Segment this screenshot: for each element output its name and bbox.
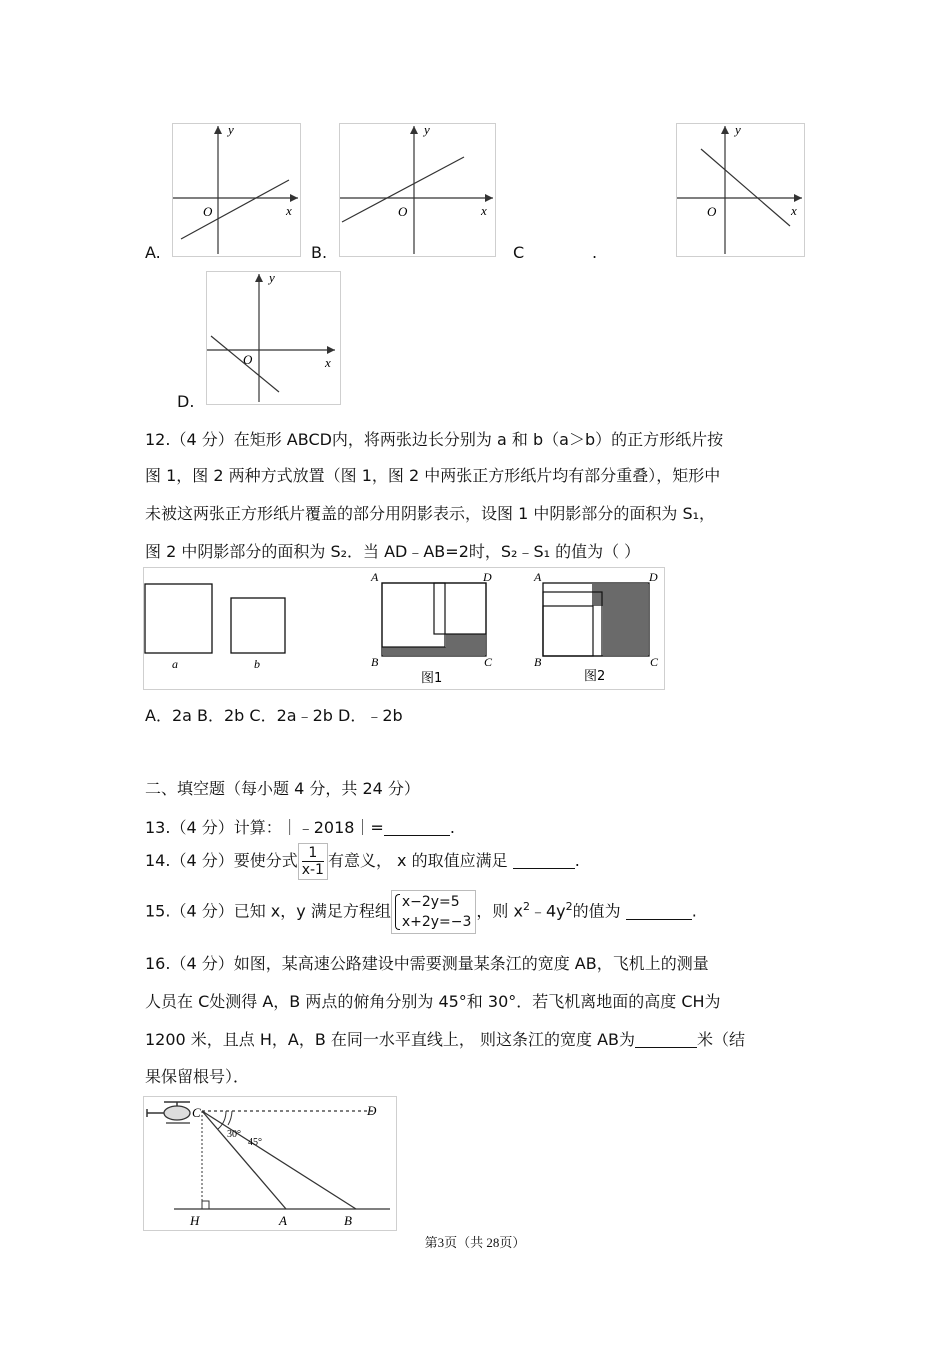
q16-label-c: C bbox=[192, 1105, 201, 1120]
fig2-caption: 图2 bbox=[584, 669, 606, 684]
q12-line-3: 未被这两张正方形纸片覆盖的部分用阴影表示，设图 1 中阴影部分的面积为 S₁， bbox=[145, 504, 716, 523]
fig1-caption: 图1 bbox=[421, 671, 443, 686]
q15-sup1: 2 bbox=[522, 900, 530, 914]
graph-a-x-label: x bbox=[286, 203, 292, 218]
q16-line-2: 人员在 C处测得 A，B 两点的俯角分别为 45°和 30°．若飞机离地面的高度 CH为 bbox=[145, 992, 721, 1011]
section-2-title: 二、填空题（每小题 4 分，共 24 分） bbox=[145, 779, 420, 798]
q16-line-3-end: 米（结 bbox=[697, 1030, 746, 1049]
q16-figure bbox=[143, 1096, 397, 1231]
fig1-label-c: C bbox=[484, 655, 493, 669]
q13-answer-blank[interactable] bbox=[384, 819, 450, 836]
graph-a bbox=[172, 123, 301, 257]
q16-line-1: 16.（4 分）如图，某高速公路建设中需要测量某条江的宽度 AB，飞机上的测量 bbox=[145, 954, 709, 973]
q16-figure-svg bbox=[144, 1097, 396, 1230]
q12-line-2: 图 1，图 2 两种方式放置（图 1，图 2 中两张正方形纸片均有部分重叠），矩形中 bbox=[145, 466, 721, 485]
q13-text: 13.（4 分）计算：｜﹣2018｜= bbox=[145, 818, 384, 837]
graph-a-y-label: y bbox=[228, 124, 234, 137]
graph-b-origin-label: O bbox=[398, 204, 408, 219]
fig1-shade-corner bbox=[446, 634, 485, 655]
fig1-label-b: B bbox=[371, 655, 379, 669]
q13-end: . bbox=[449, 818, 455, 837]
option-c-dot: . bbox=[592, 243, 598, 262]
q15-prefix: 15.（4 分）已知 x，y 满足方程组 bbox=[145, 901, 391, 921]
q15-sup2: 2 bbox=[565, 900, 573, 914]
q12-line-4: 图 2 中阴影部分的面积为 S₂．当 AD﹣AB=2时，S₂﹣S₁ 的值为（ ） bbox=[145, 542, 641, 561]
q16-line-4: 果保留根号）． bbox=[145, 1067, 250, 1086]
q16-line-3-text: 1200 米，且点 H，A，B 在同一水平直线上， 则这条江的宽度 AB为 bbox=[145, 1030, 636, 1049]
q15-mid2: ﹣4y bbox=[529, 901, 566, 921]
fig2-shade-right bbox=[603, 584, 648, 655]
page-footer: 第3页（共 28页） bbox=[424, 1235, 526, 1250]
q14-denominator: x-1 bbox=[301, 862, 324, 878]
q16-label-d: D bbox=[367, 1103, 377, 1118]
graph-c bbox=[676, 123, 805, 257]
q14-answer-blank[interactable] bbox=[513, 852, 575, 869]
q12-answers: A．2a B．2b C．2a﹣2b D．﹣2b bbox=[145, 706, 403, 725]
q16-label-h: H bbox=[190, 1213, 200, 1228]
graph-c-x-label: x bbox=[791, 203, 797, 218]
q16-answer-blank[interactable] bbox=[635, 1031, 697, 1048]
square-b bbox=[231, 598, 285, 653]
graph-d-svg bbox=[207, 272, 340, 404]
option-a-label: A. bbox=[145, 243, 161, 262]
fig2-label-a: A bbox=[534, 570, 542, 584]
q16-label-b: B bbox=[344, 1213, 352, 1228]
graph-b-x-label: x bbox=[481, 203, 487, 218]
q15 bbox=[145, 890, 697, 934]
option-c-label: C bbox=[513, 243, 525, 262]
q14-numerator: 1 bbox=[302, 845, 324, 862]
q14-prefix: 14.（4 分）要使分式 bbox=[145, 851, 298, 870]
graph-a-svg bbox=[173, 124, 300, 256]
q16-angle-30: 30° bbox=[227, 1129, 241, 1140]
graph-c-svg bbox=[677, 124, 804, 256]
q15-equation-system bbox=[391, 890, 477, 934]
q12-figure-svg bbox=[144, 568, 664, 689]
graph-d-y-label: y bbox=[269, 272, 275, 285]
square-a-label: a bbox=[172, 657, 178, 671]
graph-c-origin-label: O bbox=[707, 204, 717, 219]
graph-b bbox=[339, 123, 496, 257]
fig2-shade-top bbox=[592, 584, 603, 606]
q12-figure bbox=[143, 567, 665, 690]
q15-end: . bbox=[691, 901, 697, 921]
q15-suffix: 的值为 bbox=[572, 901, 621, 921]
q15-eq2: x+2y=−3 bbox=[401, 914, 472, 930]
graph-a-origin-label: O bbox=[203, 204, 213, 219]
option-d-label: D. bbox=[177, 392, 195, 411]
fig2-label-c: C bbox=[650, 655, 659, 669]
fig2-label-d: D bbox=[649, 570, 658, 584]
q15-answer-blank[interactable] bbox=[626, 903, 692, 920]
graph-d bbox=[206, 271, 341, 405]
fig1-label-a: A bbox=[371, 570, 379, 584]
q12-line-1: 12.（4 分）在矩形 ABCD内，将两张边长分别为 a 和 b（a＞b）的正方形纸片按 bbox=[145, 430, 724, 449]
graph-d-origin-label: O bbox=[243, 352, 253, 367]
q15-eq1: x−2y=5 bbox=[401, 894, 460, 910]
q13 bbox=[145, 815, 455, 838]
fig2-label-b: B bbox=[534, 655, 542, 669]
square-b-label: b bbox=[254, 657, 260, 671]
q14-suffix: 有意义， x 的取值应满足 bbox=[327, 851, 508, 870]
graph-d-x-label: x bbox=[325, 355, 331, 370]
q14-end: . bbox=[574, 851, 580, 870]
graph-c-y-label: y bbox=[735, 124, 741, 137]
q16-line-3 bbox=[145, 1027, 745, 1050]
q16-angle-45: 45° bbox=[248, 1137, 262, 1148]
graph-b-y-label: y bbox=[424, 124, 430, 137]
helicopter-icon bbox=[147, 1102, 190, 1123]
q14-fraction bbox=[298, 843, 328, 880]
option-b-label: B. bbox=[311, 243, 328, 262]
square-a bbox=[145, 584, 212, 653]
q16-label-a: A bbox=[279, 1213, 287, 1228]
q15-mid: ，则 x bbox=[476, 901, 523, 921]
q14 bbox=[145, 843, 580, 880]
fig1-label-d: D bbox=[483, 570, 492, 584]
graph-b-svg bbox=[340, 124, 495, 256]
